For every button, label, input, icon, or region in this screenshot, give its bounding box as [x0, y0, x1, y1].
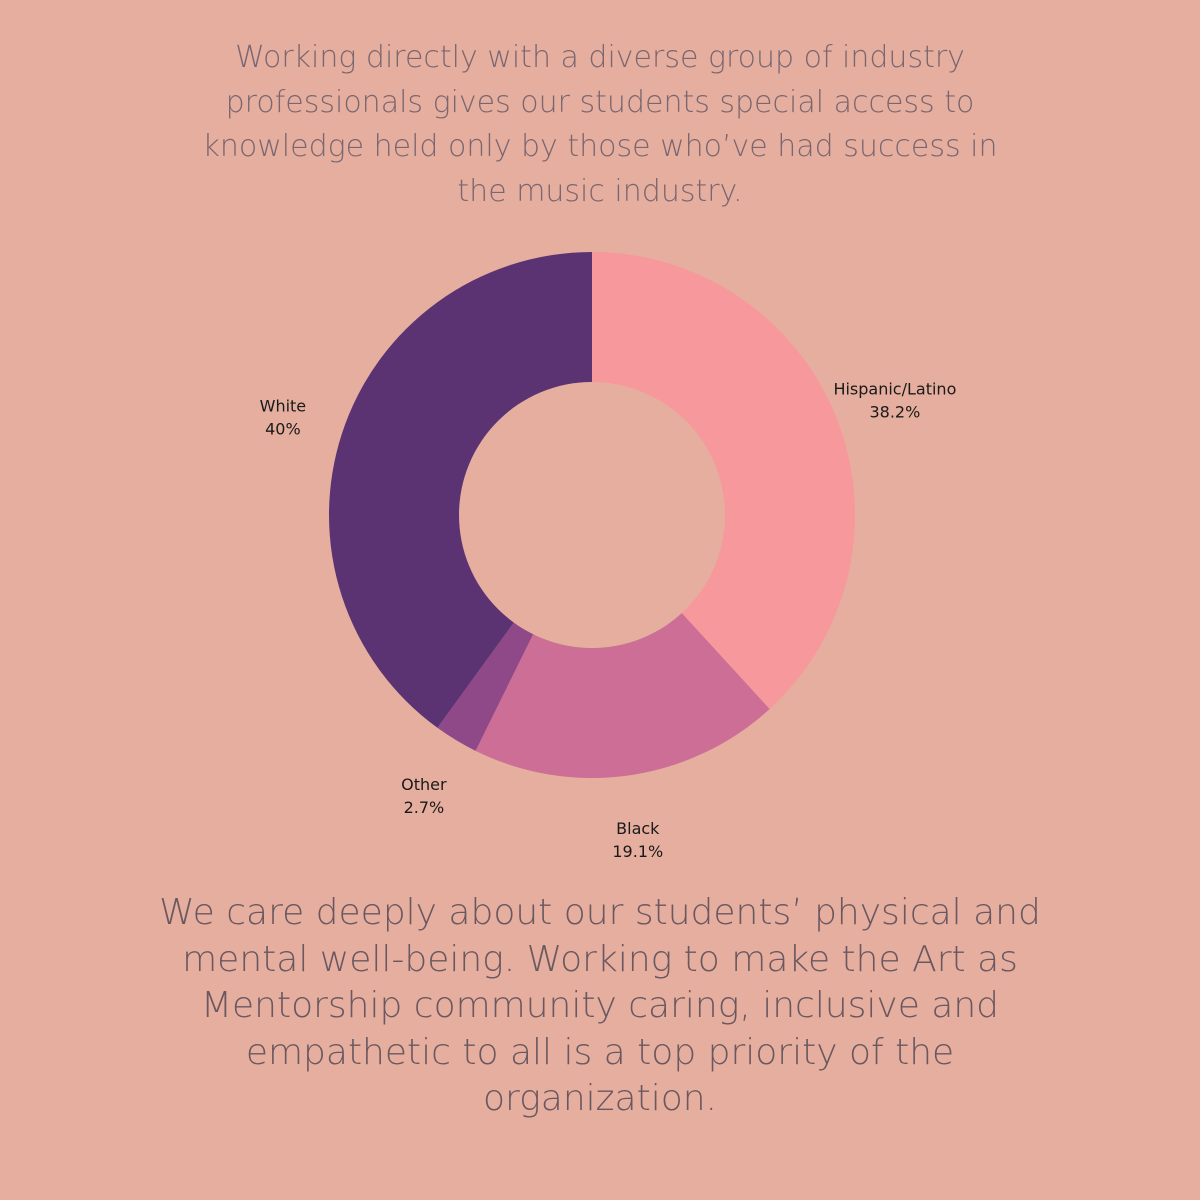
label-category: Black: [616, 818, 660, 838]
label-hispanic-latino: [833, 379, 956, 421]
label-black: [612, 819, 663, 861]
intro-paragraph: Working directly with a diverse group of industry professionals gives our students special access to knowledge held only by those who’ve had success in the music industry.: [202, 40, 998, 209]
label-percent: 2.7%: [403, 798, 445, 818]
label-percent: 40%: [265, 419, 301, 439]
label-percent: 38.2%: [869, 402, 921, 422]
label-category: White: [259, 396, 307, 416]
label-other: [401, 775, 447, 817]
label-category: Other: [401, 775, 447, 795]
outro-paragraph: We care deeply about our students’ physical and mental well-being. Working to make the Art as Mentorship community caring, inclusive and empathetic to all is a top priority of the organization.: [159, 892, 1041, 1119]
label-category: Hispanic/Latino: [833, 379, 957, 399]
donut-hole: [459, 382, 725, 648]
label-white: [260, 397, 307, 439]
label-percent: 19.1%: [612, 841, 664, 861]
